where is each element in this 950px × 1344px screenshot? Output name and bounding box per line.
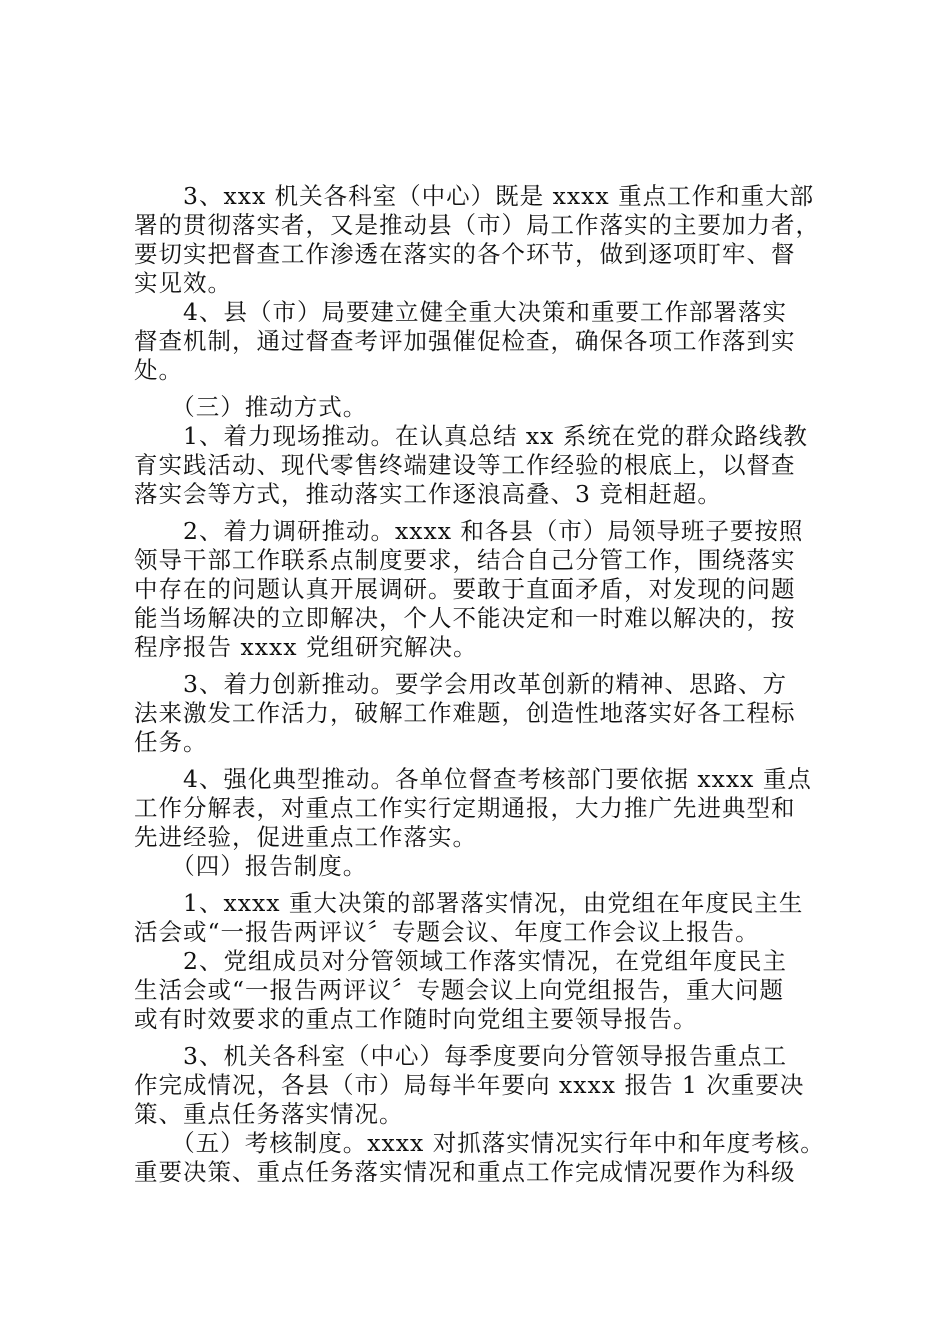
text-line: 工作分解表，对重点工作实行定期通报，大力推广先进典型和 [134,794,796,822]
section-heading: （三）推动方式。 [134,393,368,421]
text-line: 程序报告 xxxx 党组研究解决。 [134,633,478,661]
text-line: 或有时效要求的重点工作随时向党组主要领导报告。 [134,1005,698,1033]
text-line: 3、xxx 机关各科室（中心）既是 xxxx 重点工作和重大部 [134,182,815,210]
text-line: 策、重点任务落实情况。 [134,1100,404,1128]
text-line: 领导干部工作联系点制度要求，结合自己分管工作，围绕落实 [134,546,796,574]
text-line: 3、着力创新推动。要学会用改革创新的精神、思路、方 [134,670,787,698]
text-line: 1、着力现场推动。在认真总结 xx 系统在党的群众路线教 [134,422,808,450]
text-line: 处。 [134,356,183,384]
text-line: 2、党组成员对分管领域工作落实情况，在党组年度民主 [134,947,787,975]
text-line: 要切实把督查工作渗透在落实的各个环节，做到逐项盯牢、督 [134,240,796,268]
section-heading: （四）报告制度。 [134,852,368,880]
text-line: 1、xxxx 重大决策的部署落实情况，由党组在年度民主生 [134,889,804,917]
text-line: 署的贯彻落实者，又是推动县（市）局工作落实的主要加力者， [134,211,820,239]
text-line: 4、强化典型推动。各单位督查考核部门要依据 xxxx 重点 [134,765,812,793]
text-line: 先进经验，促进重点工作落实。 [134,823,477,851]
text-line: 督查机制，通过督查考评加强催促检查，确保各项工作落到实 [134,327,796,355]
text-line: 能当场解决的立即解决，个人不能决定和一时难以解决的，按 [134,604,796,632]
text-line: 3、机关各科室（中心）每季度要向分管领导报告重点工 [134,1042,787,1070]
text-line: 活会或“一报告两评议〞专题会议、年度工作会议上报告。 [134,918,760,946]
text-line: 作完成情况，各县（市）局每半年要向 xxxx 报告 1 次重要决 [134,1071,805,1099]
text-line: 4、县（市）局要建立健全重大决策和重要工作部署落实 [134,298,787,326]
text-line: 任务。 [134,728,208,756]
text-line: 落实会等方式，推动落实工作逐浪高叠、3 竞相赶超。 [134,480,722,508]
text-line: 中存在的问题认真开展调研。要敢于直面矛盾，对发现的问题 [134,575,796,603]
text-line: 2、着力调研推动。xxxx 和各县（市）局领导班子要按照 [134,517,804,545]
text-line: 实见效。 [134,269,232,297]
text-line: 生活会或“一报告两评议〞专题会议上向党组报告，重大问题 [134,976,785,1004]
text-line: 育实践活动、现代零售终端建设等工作经验的根底上，以督查 [134,451,796,479]
text-line: 法来激发工作活力，破解工作难题，创造性地落实好各工程标 [134,699,796,727]
text-line: （五）考核制度。xxxx 对抓落实情况实行年中和年度考核。 [134,1129,825,1157]
text-line: 重要决策、重点任务落实情况和重点工作完成情况要作为科级 [134,1158,796,1186]
